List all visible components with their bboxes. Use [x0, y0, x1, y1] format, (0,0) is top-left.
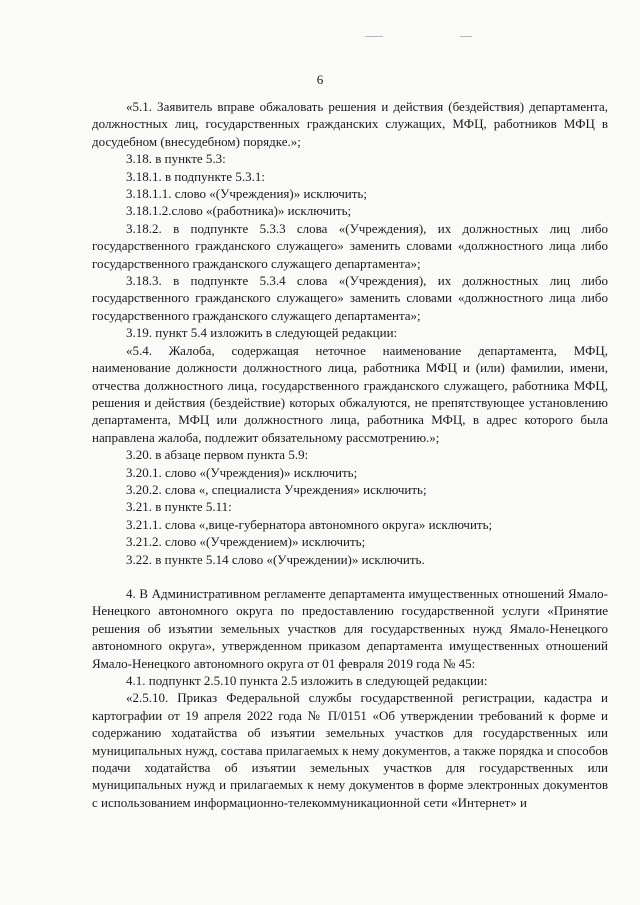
paragraph: 3.18.1. в подпункте 5.3.1: — [126, 168, 265, 184]
paragraph: 3.18.2. в подпункте 5.3.3 слова «(Учреждения), их должностных лиц либо государственного гражданского служащего» заменить словами «должностного лица либо государственного гражданского служащего департамента»; — [92, 220, 608, 271]
scan-artifact — [460, 36, 472, 37]
paragraph: 3.18.1.2.слово «(работника)» исключить; — [126, 203, 352, 219]
paragraph: 3.21. в пункте 5.11: — [126, 499, 232, 515]
paragraph: 3.21.2. слово «(Учреждением)» исключить; — [126, 534, 366, 550]
paragraph: 3.20. в абзаце первом пункта 5.9: — [126, 447, 309, 463]
paragraph: 3.20.2. слова «, специалиста Учреждения» исключить; — [126, 481, 427, 497]
scan-artifact — [365, 36, 383, 37]
paragraph: 3.19. пункт 5.4 изложить в следующей редакции: — [126, 325, 398, 341]
paragraph: «2.5.10. Приказ Федеральной службы государственной регистрации, кадастра и картографии от 19 апреля 2022 года № П/0151 «Об утверждении требований к форме и содержанию ходатайства об изъятии земельных участков для государственных или муниципальных нужд, состава прилагаемых к нему документов, а также порядка и способов подачи ходатайства об изъятии земельных участков для государственных или муниципальных нужд и прилагаемых к нему документов в форме электронных документов с использованием информационно-телекоммуникационной сети «Интернет» и — [92, 690, 608, 810]
paragraph: 3.22. в пункте 5.14 слово «(Учреждении)» исключить. — [126, 551, 425, 567]
paragraph: 3.20.1. слово «(Учреждения)» исключить; — [126, 464, 358, 480]
paragraph: «5.1. Заявитель вправе обжаловать решения и действия (бездействия) департамента, должностных лиц, государственных гражданских служащих, МФЦ, работников МФЦ в досудебном (внесудебном) порядке.»; — [92, 99, 608, 149]
paragraph: 4.1. подпункт 2.5.10 пункта 2.5 изложить в следующей редакции: — [126, 673, 488, 688]
paragraph: 3.18.1.1. слово «(Учреждения)» исключить; — [126, 186, 367, 202]
page-number: 6 — [316, 72, 324, 87]
paragraph: 3.21.1. слова «,вице-губернатора автономного округа» исключить; — [126, 516, 493, 532]
paragraph: 3.18.3. в подпункте 5.3.4 слова «(Учреждения), их должностных лиц либо государственного гражданского служащего» заменить словами «должностного лица либо государственного гражданского служащего департамента»; — [92, 273, 608, 323]
paragraph: «5.4. Жалоба, содержащая неточное наименование департамента, МФЦ, наименование должности должностного лица, работника МФЦ и (или) фамилии, имени, отчества должностного лица, государственного гражданского служащего, работника МФЦ, решения и действия (бездействие) которых обжалуются, не препятствующее установлению департамента, МФЦ или должностного лица, работника МФЦ, в адрес которого была направлена жалоба, подлежит обязательному рассмотрению.»; — [92, 342, 608, 445]
paragraph: 3.18. в пункте 5.3: — [126, 151, 226, 167]
document-text — [92, 98, 608, 811]
paragraph: 4. В Административном регламенте департамента имущественных отношений Ямало-Ненецкого автономного округа по предоставлению государственной услуги «Принятие решения об изъятии земельных участков для государственных нужд Ямало-Ненецкого автономного округа», утвержденном приказом департамента имущественных отношений Ямало-Ненецкого автономного округа от 01 февраля 2019 года № 45: — [92, 585, 608, 671]
